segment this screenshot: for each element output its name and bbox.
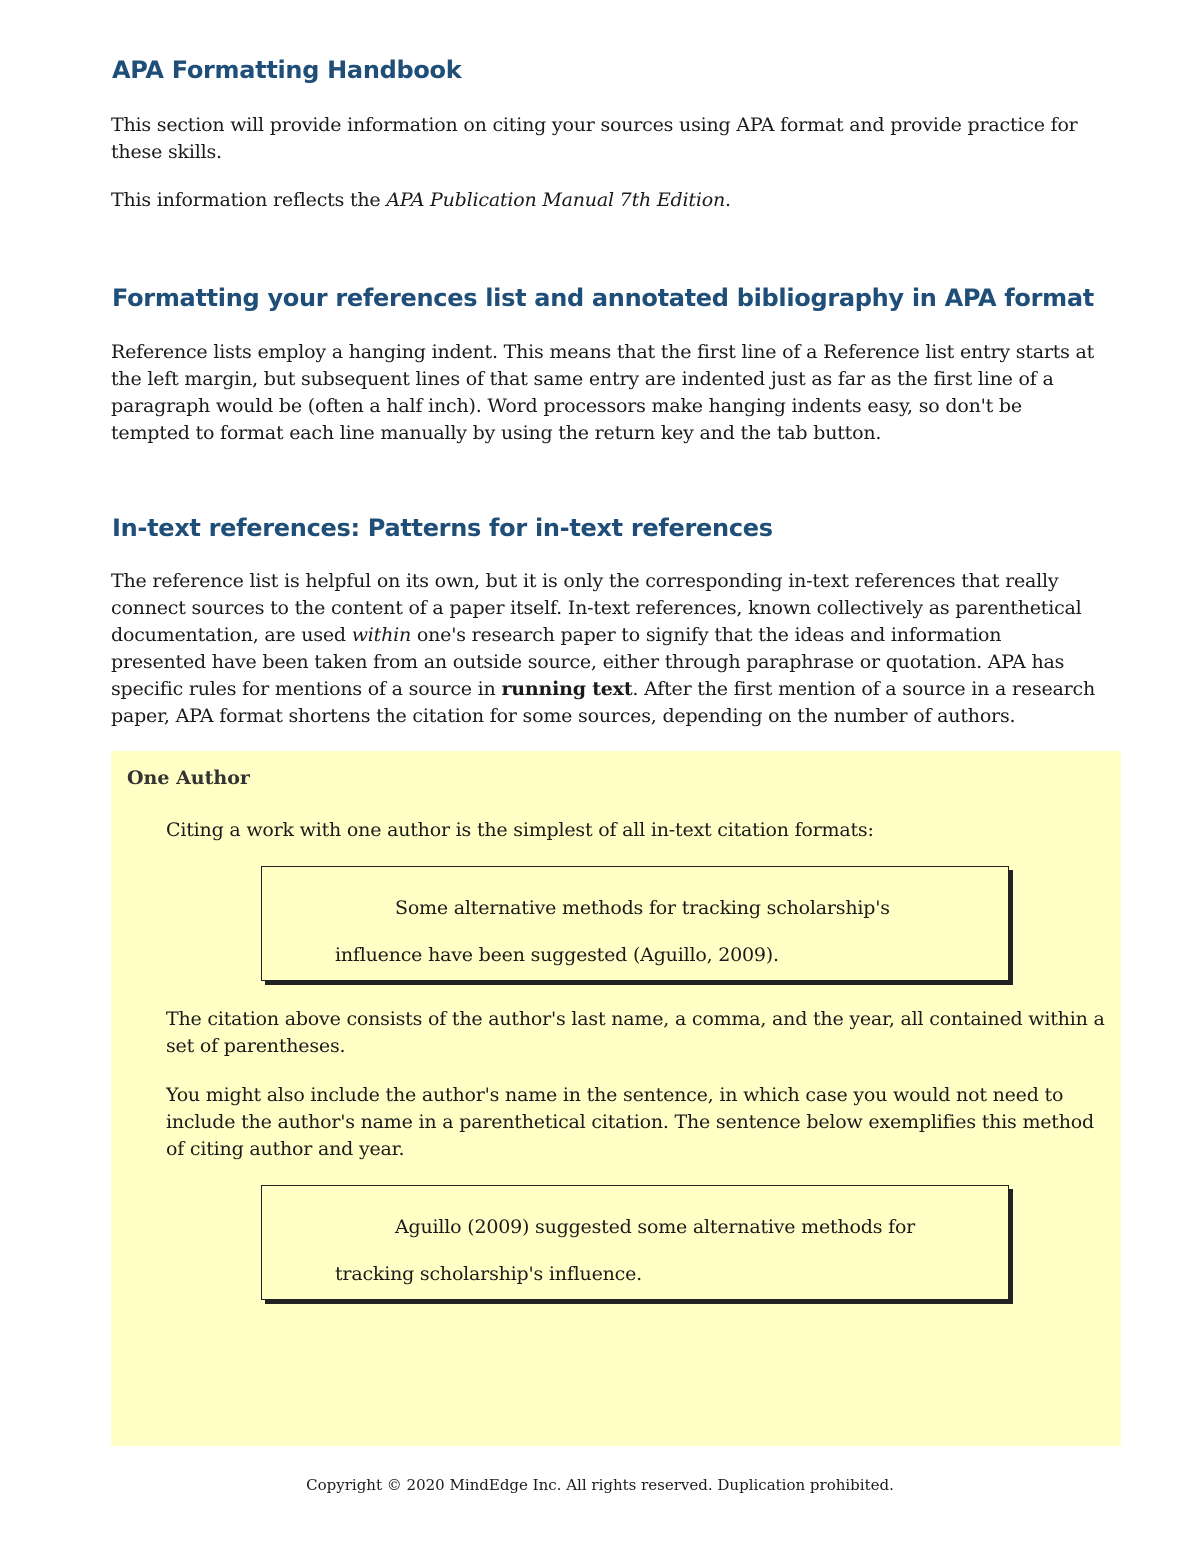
references-heading: Formatting your references list and annotated bibliography in APA format (112, 284, 1094, 312)
intro-paragraph: This section will provide information on citing your sources using APA format and provide practice for these skills. (111, 114, 1078, 163)
intext-text-part1: The reference list is helpful on its own, but it is only the corresponding in-text references that really connect sources to the content of a paper itself. In-text references, known collectively as parenthetical documentation, are used (111, 570, 1082, 646)
example-title: One Author (127, 767, 250, 789)
citation-example-1: Some alternative methods for tracking scholarship's influence have been suggested (Aguillo, 2009). (335, 897, 890, 966)
citation-example-box-1 (261, 866, 1009, 981)
example-intro: Citing a work with one author is the simplest of all in-text citation formats: (166, 819, 874, 841)
intext-bold-running-text: running text (501, 678, 633, 700)
intext-italic-within: within (351, 624, 412, 646)
manual-title: APA Publication Manual 7th Edition (386, 189, 725, 211)
one-author-example-box (111, 751, 1121, 1446)
page-title: APA Formatting Handbook (112, 56, 462, 84)
references-paragraph: Reference lists employ a hanging indent. This means that the first line of a Reference list entry starts at the left margin, but subsequent lines of that same entry are indented just as far as the first line of a paragraph would be (often a half inch). Word processors make hanging indents easy, so don't be tempted to format each line manually by using the return key and the tab button. (111, 341, 1095, 444)
citation-example-box-2 (261, 1185, 1009, 1300)
intext-text-part2: one's research paper to signify that the ideas and information presented have been taken from an outside source, either through paraphrase or quotation. APA has specific rules for mentions of a source in (111, 624, 1065, 700)
copyright-footer: Copyright © 2020 MindEdge Inc. All rights reserved. Duplication prohibited. (306, 1476, 894, 1494)
citation-example-2: Aguillo (2009) suggested some alternative methods for tracking scholarship's influence. (335, 1216, 916, 1285)
example-alternative: You might also include the author's name in the sentence, in which case you would not need to include the author's name in a parenthetical citation. The sentence below exemplifies this method of citing author and year. (166, 1084, 1094, 1160)
edition-suffix: . (724, 189, 731, 211)
edition-paragraph (111, 187, 1101, 214)
example-explanation: The citation above consists of the author's last name, a comma, and the year, all contained within a set of parentheses. (166, 1008, 1105, 1057)
intext-paragraph (111, 568, 1101, 730)
edition-prefix: This information reflects the (111, 189, 387, 211)
intext-heading: In-text references: Patterns for in-text references (112, 514, 773, 542)
intext-text-part3: . After the first mention of a source in a research paper, APA format shortens the citation for some sources, depending on the number of authors. (111, 678, 1096, 727)
